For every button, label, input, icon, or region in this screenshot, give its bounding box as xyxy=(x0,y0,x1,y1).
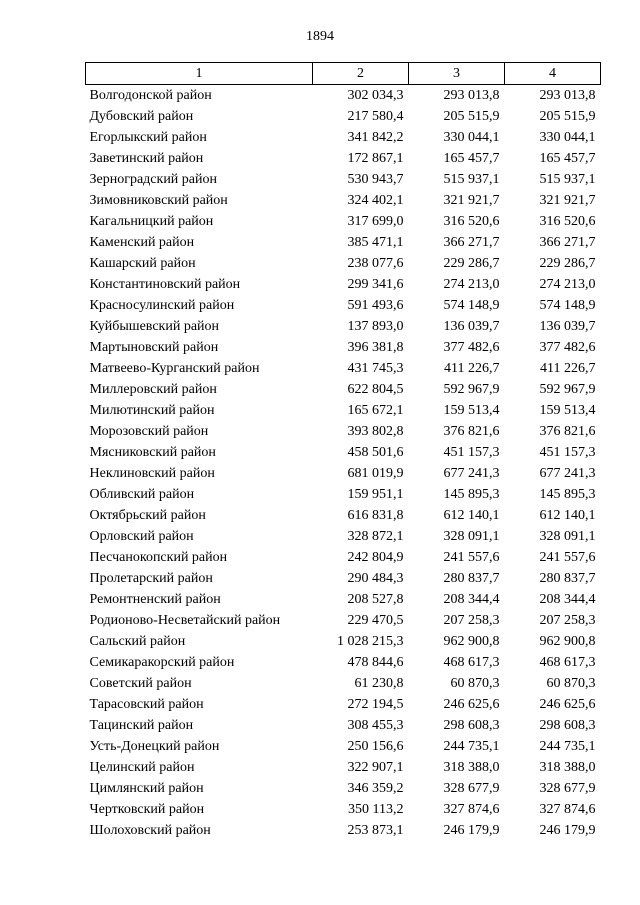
value-col4-cell: 677 241,3 xyxy=(539,466,596,481)
district-name-cell: Куйбышевский район xyxy=(89,319,220,334)
district-name-cell: Родионово-Несветайский район xyxy=(89,613,281,628)
value-col3-cell: 327 874,6 xyxy=(443,802,500,817)
value-col2-cell: 396 381,8 xyxy=(347,340,404,355)
table-row xyxy=(86,799,601,820)
value-col2-cell: 591 493,6 xyxy=(347,298,404,313)
table-row xyxy=(86,274,601,295)
table-row xyxy=(86,316,601,337)
value-col3-cell: 229 286,7 xyxy=(443,256,500,271)
value-col3-cell: 328 091,1 xyxy=(443,529,500,544)
value-col4-cell: 376 821,6 xyxy=(539,424,596,439)
value-col2-cell: 238 077,6 xyxy=(347,256,404,271)
value-col4-cell: 316 520,6 xyxy=(539,214,596,229)
district-name-cell: Матвеево-Курганский район xyxy=(89,361,260,376)
district-name-cell: Кашарский район xyxy=(89,256,196,271)
column-header-2: 2 xyxy=(313,63,409,85)
value-col4-cell: 60 870,3 xyxy=(546,676,596,691)
value-col4-cell: 592 967,9 xyxy=(539,382,596,397)
value-col4-cell: 274 213,0 xyxy=(539,277,596,292)
value-col3-cell: 411 226,7 xyxy=(444,361,500,376)
value-col3-cell: 366 271,7 xyxy=(443,235,500,250)
value-col3-cell: 376 821,6 xyxy=(443,424,500,439)
value-col4-cell: 136 039,7 xyxy=(539,319,596,334)
value-col4-cell: 205 515,9 xyxy=(539,109,596,124)
value-col2-cell: 61 230,8 xyxy=(354,676,404,691)
value-col3-cell: 328 677,9 xyxy=(443,781,500,796)
table-row xyxy=(86,253,601,274)
district-name-cell: Волгодонской район xyxy=(89,88,212,103)
column-header-1: 1 xyxy=(86,63,313,85)
table-row xyxy=(86,820,601,841)
value-col4-cell: 241 557,6 xyxy=(539,550,596,565)
district-name-cell: Обливский район xyxy=(89,487,195,502)
value-col2-cell: 1 028 215,3 xyxy=(337,634,404,649)
value-col4-cell: 451 157,3 xyxy=(539,445,596,460)
value-col2-cell: 308 455,3 xyxy=(347,718,404,733)
table-row xyxy=(86,148,601,169)
value-col2-cell: 324 402,1 xyxy=(347,193,404,208)
value-col2-cell: 272 194,5 xyxy=(347,697,404,712)
district-name-cell: Красносулинский район xyxy=(89,298,235,313)
table-row xyxy=(86,568,601,589)
value-col2-cell: 208 527,8 xyxy=(347,592,404,607)
value-col4-cell: 244 735,1 xyxy=(539,739,596,754)
value-col4-cell: 145 895,3 xyxy=(539,487,596,502)
header-row xyxy=(86,63,601,85)
value-col4-cell: 574 148,9 xyxy=(539,298,596,313)
district-name-cell: Песчанокопский район xyxy=(89,550,228,565)
table-row xyxy=(86,379,601,400)
table-row xyxy=(86,505,601,526)
table-row xyxy=(86,127,601,148)
value-col2-cell: 616 831,8 xyxy=(347,508,404,523)
table-row xyxy=(86,652,601,673)
value-col4-cell: 366 271,7 xyxy=(539,235,596,250)
table-row xyxy=(86,589,601,610)
value-col4-cell: 246 179,9 xyxy=(539,823,596,838)
table-row xyxy=(86,757,601,778)
value-col4-cell: 207 258,3 xyxy=(539,613,596,628)
value-col2-cell: 253 873,1 xyxy=(347,823,404,838)
value-col4-cell: 159 513,4 xyxy=(539,403,596,418)
value-col4-cell: 229 286,7 xyxy=(539,256,596,271)
table-row xyxy=(86,232,601,253)
district-name-cell: Орловский район xyxy=(89,529,194,544)
district-name-cell: Константиновский район xyxy=(89,277,241,292)
value-col2-cell: 317 699,0 xyxy=(347,214,404,229)
value-col3-cell: 321 921,7 xyxy=(443,193,500,208)
value-col2-cell: 322 907,1 xyxy=(347,760,404,775)
value-col3-cell: 515 937,1 xyxy=(443,172,500,187)
table-row xyxy=(86,442,601,463)
value-col2-cell: 159 951,1 xyxy=(347,487,404,502)
value-col3-cell: 962 900,8 xyxy=(443,634,500,649)
value-col2-cell: 290 484,3 xyxy=(347,571,404,586)
table-row xyxy=(86,526,601,547)
column-header-3: 3 xyxy=(409,63,505,85)
value-col3-cell: 159 513,4 xyxy=(443,403,500,418)
value-col2-cell: 217 580,4 xyxy=(347,109,404,124)
table-row xyxy=(86,169,601,190)
value-col4-cell: 318 388,0 xyxy=(539,760,596,775)
value-col2-cell: 350 113,2 xyxy=(348,802,404,817)
value-col4-cell: 612 140,1 xyxy=(539,508,596,523)
value-col2-cell: 328 872,1 xyxy=(347,529,404,544)
value-col3-cell: 208 344,4 xyxy=(443,592,500,607)
value-col4-cell: 327 874,6 xyxy=(539,802,596,817)
table-row xyxy=(86,715,601,736)
table-row xyxy=(86,610,601,631)
value-col4-cell: 411 226,7 xyxy=(540,361,596,376)
district-name-cell: Советский район xyxy=(89,676,192,691)
table-row xyxy=(86,421,601,442)
table-row xyxy=(86,106,601,127)
district-name-cell: Целинский район xyxy=(89,760,195,775)
district-name-cell: Неклиновский район xyxy=(89,466,215,481)
value-col2-cell: 250 156,6 xyxy=(347,739,404,754)
district-name-cell: Октябрьский район xyxy=(89,508,206,523)
value-col3-cell: 207 258,3 xyxy=(443,613,500,628)
district-name-cell: Егорлыкский район xyxy=(89,130,207,145)
table-row xyxy=(86,295,601,316)
value-col3-cell: 280 837,7 xyxy=(443,571,500,586)
district-name-cell: Чертковский район xyxy=(89,802,205,817)
value-col3-cell: 318 388,0 xyxy=(443,760,500,775)
district-name-cell: Усть-Донецкий район xyxy=(89,739,220,754)
value-col2-cell: 299 341,6 xyxy=(347,277,404,292)
value-col3-cell: 205 515,9 xyxy=(443,109,500,124)
district-name-cell: Милютинский район xyxy=(89,403,215,418)
value-col3-cell: 574 148,9 xyxy=(443,298,500,313)
value-col3-cell: 136 039,7 xyxy=(443,319,500,334)
district-name-cell: Зимовниковский район xyxy=(89,193,228,208)
value-col2-cell: 385 471,1 xyxy=(347,235,404,250)
table-row xyxy=(86,400,601,421)
value-col3-cell: 145 895,3 xyxy=(443,487,500,502)
budget-table xyxy=(85,62,601,841)
value-col2-cell: 458 501,6 xyxy=(347,445,404,460)
value-col3-cell: 592 967,9 xyxy=(443,382,500,397)
value-col2-cell: 530 943,7 xyxy=(347,172,404,187)
value-col3-cell: 677 241,3 xyxy=(443,466,500,481)
value-col4-cell: 330 044,1 xyxy=(539,130,596,145)
value-col3-cell: 468 617,3 xyxy=(443,655,500,670)
column-header-4: 4 xyxy=(505,63,601,85)
value-col3-cell: 316 520,6 xyxy=(443,214,500,229)
value-col3-cell: 298 608,3 xyxy=(443,718,500,733)
value-col2-cell: 341 842,2 xyxy=(347,130,404,145)
value-col2-cell: 172 867,1 xyxy=(347,151,404,166)
district-name-cell: Цимлянский район xyxy=(89,781,204,796)
district-name-cell: Мясниковский район xyxy=(89,445,216,460)
value-col2-cell: 681 019,9 xyxy=(347,466,404,481)
value-col3-cell: 330 044,1 xyxy=(443,130,500,145)
table-row xyxy=(86,673,601,694)
table-header xyxy=(86,63,601,85)
table-row xyxy=(86,736,601,757)
district-name-cell: Зерноградский район xyxy=(89,172,217,187)
value-col2-cell: 229 470,5 xyxy=(347,613,404,628)
district-name-cell: Ремонтненский район xyxy=(89,592,221,607)
value-col2-cell: 242 804,9 xyxy=(347,550,404,565)
district-name-cell: Мартыновский район xyxy=(89,340,219,355)
table-body xyxy=(86,85,601,842)
table-row xyxy=(86,694,601,715)
district-name-cell: Заветинский район xyxy=(89,151,204,166)
table-row xyxy=(86,358,601,379)
value-col2-cell: 431 745,3 xyxy=(347,361,404,376)
table-row xyxy=(86,190,601,211)
value-col4-cell: 377 482,6 xyxy=(539,340,596,355)
value-col4-cell: 321 921,7 xyxy=(539,193,596,208)
district-name-cell: Шолоховский район xyxy=(89,823,211,838)
value-col2-cell: 165 672,1 xyxy=(347,403,404,418)
value-col3-cell: 246 625,6 xyxy=(443,697,500,712)
district-name-cell: Морозовский район xyxy=(89,424,209,439)
value-col3-cell: 377 482,6 xyxy=(443,340,500,355)
table-row xyxy=(86,631,601,652)
value-col3-cell: 165 457,7 xyxy=(443,151,500,166)
table-row xyxy=(86,211,601,232)
value-col2-cell: 478 844,6 xyxy=(347,655,404,670)
table-row xyxy=(86,547,601,568)
table-row xyxy=(86,463,601,484)
value-col2-cell: 346 359,2 xyxy=(347,781,404,796)
value-col3-cell: 293 013,8 xyxy=(443,88,500,103)
table-row xyxy=(86,484,601,505)
value-col3-cell: 612 140,1 xyxy=(443,508,500,523)
value-col3-cell: 451 157,3 xyxy=(443,445,500,460)
district-name-cell: Кагальницкий район xyxy=(89,214,214,229)
value-col4-cell: 468 617,3 xyxy=(539,655,596,670)
value-col2-cell: 622 804,5 xyxy=(347,382,404,397)
value-col3-cell: 60 870,3 xyxy=(450,676,500,691)
table-row xyxy=(86,778,601,799)
district-name-cell: Тарасовский район xyxy=(89,697,204,712)
value-col3-cell: 246 179,9 xyxy=(443,823,500,838)
district-name-cell: Каменский район xyxy=(89,235,195,250)
district-name-cell: Дубовский район xyxy=(89,109,194,124)
value-col2-cell: 302 034,3 xyxy=(347,88,404,103)
value-col4-cell: 515 937,1 xyxy=(539,172,596,187)
value-col4-cell: 293 013,8 xyxy=(539,88,596,103)
value-col2-cell: 137 893,0 xyxy=(347,319,404,334)
table-row xyxy=(86,85,601,107)
value-col3-cell: 241 557,6 xyxy=(443,550,500,565)
value-col4-cell: 298 608,3 xyxy=(539,718,596,733)
value-col4-cell: 280 837,7 xyxy=(539,571,596,586)
value-col4-cell: 165 457,7 xyxy=(539,151,596,166)
district-name-cell: Пролетарский район xyxy=(89,571,213,586)
value-col4-cell: 328 677,9 xyxy=(539,781,596,796)
district-name-cell: Сальский район xyxy=(89,634,186,649)
page-number: 1894 xyxy=(306,29,334,44)
value-col3-cell: 274 213,0 xyxy=(443,277,500,292)
value-col4-cell: 208 344,4 xyxy=(539,592,596,607)
value-col4-cell: 962 900,8 xyxy=(539,634,596,649)
value-col3-cell: 244 735,1 xyxy=(443,739,500,754)
district-name-cell: Тацинский район xyxy=(89,718,194,733)
district-name-cell: Семикаракорский район xyxy=(89,655,235,670)
value-col4-cell: 328 091,1 xyxy=(539,529,596,544)
table-row xyxy=(86,337,601,358)
value-col4-cell: 246 625,6 xyxy=(539,697,596,712)
value-col2-cell: 393 802,8 xyxy=(347,424,404,439)
district-name-cell: Миллеровский район xyxy=(89,382,217,397)
